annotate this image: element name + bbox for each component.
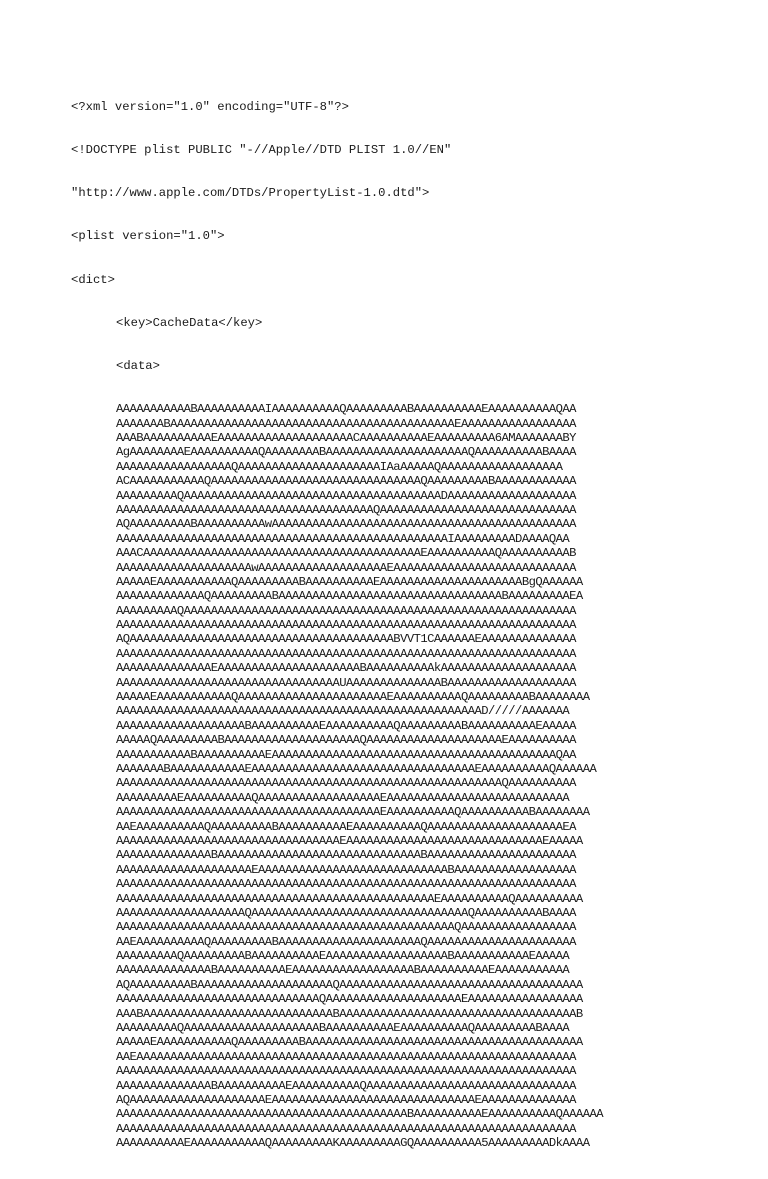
base64-data-line: AAAAAAAAAAAAAAAAAAAAAAAAAAAAAAAAAAAAAAAAAAAAAAAAAAAAAAAAAAAAAAAAAAAA xyxy=(116,1064,576,1079)
base64-data-line: AAAAAAAAAAAAAAAAAAAAAAAAAAAAAAAAAAAAAAAAAAAAAAAAAAAAAAAAAAAAAAAAAAAA xyxy=(116,1121,576,1136)
base64-data-line: AAAAAAAAAAAAAAAAAAAAAAAAAAAAAAAAAAAAAAAAAAAAAAAAAAAAAAD/////AAAAAAA xyxy=(116,704,570,719)
plist-source-text xyxy=(71,71,731,1179)
base64-data-line: AAAAAAAAAAAAAAAAAAAAAAAAAAAAAAQAAAAAAAAAAAAAAAAAAAAEAAAAAAAAAAAAAAAAA xyxy=(116,992,583,1007)
base64-data-line: AAEAAAAAAAAAAQAAAAAAAAABAAAAAAAAAAEAAAAAAAAAAQAAAAAAAAAAAAAAAAAAAAEA xyxy=(116,819,576,834)
base64-data-line: AAAAAAAAAAAAAAAAAAAAAAAAAAAAAAAAAAAAAAQAAAAAAAAAAAAAAAAAAAAAAAAAAAAA xyxy=(116,502,576,517)
base64-data-line: AAAAAAAAAAAAAABAAAAAAAAAAEAAAAAAAAAAQAAAAAAAAAAAAAAAAAAAAAAAAAAAAAAA xyxy=(116,1078,576,1093)
base64-data-line: AAEAAAAAAAAAAAAAAAAAAAAAAAAAAAAAAAAAAAAAAAAAAAAAAAAAAAAAAAAAAAAAAAAA xyxy=(116,1049,576,1064)
base64-data-line: AAAAAAAAAQAAAAAAAAAAAAAAAAAAAABAAAAAAAAAAEAAAAAAAAAAQAAAAAAAAABAAAA xyxy=(116,1021,570,1036)
base64-data-line: AAAAAEAAAAAAAAAAAQAAAAAAAAABAAAAAAAAAAEAAAAAAAAAAAAAAAAAAAAABgQAAAAAA xyxy=(116,574,583,589)
base64-data-line: AAAAAQAAAAAAAAABAAAAAAAAAAAAAAAAAAAAQAAAAAAAAAAAAAAAAAAAAEAAAAAAAAAA xyxy=(116,733,576,748)
base64-data-line: AAAAAAAAAAAAAAAAAAAAAAAAAAAAAAAAAAAAAAAAAAAAAAAAAAAAAAAAAAAAAAAAAAAA xyxy=(116,618,576,633)
dict-open-tag: <dict> xyxy=(71,272,115,287)
base64-data-line: AAAAAAAAAAABAAAAAAAAAAIAAAAAAAAAAQAAAAAAAAABAAAAAAAAAAEAAAAAAAAAAQAA xyxy=(116,402,576,417)
base64-data-line: AQAAAAAAAAAAAAAAAAAAAAAAAAAAAAAAAAAAAAAAABVVT1CAAAAAAEAAAAAAAAAAAAAA xyxy=(116,632,576,647)
base64-data-line: AAAAAAAAAAAAAAAAAAAAAAAAAAAAAAAAAAAAAAAAAAAAAAAAAAAAAAAAAQAAAAAAAAAA xyxy=(116,776,576,791)
base64-data-line: AAAAAAAAAQAAAAAAAAAAAAAAAAAAAAAAAAAAAAAAAAAAAAAADAAAAAAAAAAAAAAAAAAA xyxy=(116,488,576,503)
base64-data-line: AAEAAAAAAAAAAQAAAAAAAAABAAAAAAAAAAAAAAAAAAAAAQAAAAAAAAAAAAAAAAAAAAAA xyxy=(116,934,576,949)
base64-data-line: AAAAAAAAAAAAAAEAAAAAAAAAAAAAAAAAAAAABAAAAAAAAAAkAAAAAAAAAAAAAAAAAAAA xyxy=(116,661,576,676)
base64-data-line: AAAAAAAAAAAAAAAAAAAAAAAAAAAAAAAAAAAAAAAAAAAAAAAAAIAAAAAAAAADAAAAQAA xyxy=(116,531,570,546)
base64-data-line: AAAAAAAAAAAAAAAAAAAAAAAAAAAAAAAAAAAAAAAEAAAAAAAAAAQAAAAAAAAAABAAAAAAAA xyxy=(116,805,590,820)
base64-data-line: AQAAAAAAAAAAAAAAAAAAAAEAAAAAAAAAAAAAAAAAAAAAAAAAAAAAAEAAAAAAAAAAAAAA xyxy=(116,1092,576,1107)
base64-data-line: AAAAAAAAAAAAAAAAAAAQAAAAAAAAAAAAAAAAAAAAAAAAAAAAAAAAQAAAAAAAAAABAAAA xyxy=(116,905,576,920)
base64-data-line: AAAAAAABAAAAAAAAAAAEAAAAAAAAAAAAAAAAAAAAAAAAAAAAAAAAAEAAAAAAAAAAQAAAAAA xyxy=(116,762,597,776)
base64-data-line: AAAAAAAAAAAAAAAAAAAAEAAAAAAAAAAAAAAAAAAAAAAAAAAAABAAAAAAAAAAAAAAAAAA xyxy=(116,862,576,877)
base64-data-line: AAAAAAAAAAAAAAAAAQAAAAAAAAAAAAAAAAAAAAAIAaAAAAAQAAAAAAAAAAAAAAAAAA xyxy=(116,459,563,474)
base64-data-line: AQAAAAAAAAABAAAAAAAAAAAAAAAAAAAAQAAAAAAAAAAAAAAAAAAAAAAAAAAAAAAAAAAAA xyxy=(116,977,583,992)
base64-data-line: AAAAAEAAAAAAAAAAAQAAAAAAAAABAAAAAAAAAAAAAAAAAAAAAAAAAAAAAAAAAAAAAAAAA xyxy=(116,1035,583,1050)
base64-data-line: AAABAAAAAAAAAAEAAAAAAAAAAAAAAAAAAAACAAAAAAAAAAEAAAAAAAAA6AMAAAAAAABY xyxy=(116,431,576,446)
base64-data-line: AAAAAAAAAAAAAAAAAAAAAAAAAAAAAAAAAEAAAAAAAAAAAAAAAAAAAAAAAAAAAAAEAAAAA xyxy=(116,833,583,848)
base64-data-line: AAAAAAAAAQAAAAAAAAABAAAAAAAAAAEAAAAAAAAAAAAAAAAAABAAAAAAAAAAAEAAAAA xyxy=(116,949,570,964)
base64-data-line: AAAAAAAAAAAAAQAAAAAAAAABAAAAAAAAAAAAAAAAAAAAAAAAAAAAAAAAABAAAAAAAAAEA xyxy=(116,589,583,604)
base64-data-line: AAAAAAAAAEAAAAAAAAAAQAAAAAAAAAAAAAAAAAAEAAAAAAAAAAAAAAAAAAAAAAAAAAA xyxy=(116,790,570,805)
base64-data-line: AgAAAAAAAAEAAAAAAAAAAQAAAAAAAABAAAAAAAAAAAAAAAAAAAAAQAAAAAAAAAABAAAA xyxy=(116,445,576,460)
base64-data-line: AAAAAAAAAQAAAAAAAAAAAAAAAAAAAAAAAAAAAAAAAAAAAAAAAAAAAAAAAAAAAAAAAAAA xyxy=(116,603,576,618)
base64-data-line: AAAAAAAAAAAAAAAAAAAAAAAAAAAAAAAAAAAAAAAAAAAAAAAEAAAAAAAAAAQAAAAAAAAAA xyxy=(116,891,583,906)
base64-data-line: AAAAAAAAAAAAAAAAAAAAAAAAAAAAAAAAAAAAAAAAAAAAAAAAAAAAAAAAAAAAAAAAAAAA xyxy=(116,877,576,892)
base64-data-line: AAAAAAAAAAAAAAAAAAAAwAAAAAAAAAAAAAAAAAAAEAAAAAAAAAAAAAAAAAAAAAAAAAAA xyxy=(116,560,576,575)
base64-data-line: AAACAAAAAAAAAAAAAAAAAAAAAAAAAAAAAAAAAAAAAAAAAEAAAAAAAAAAQAAAAAAAAAAB xyxy=(116,546,576,561)
base64-data-block xyxy=(71,402,731,1150)
base64-data-line: AAAAAAAAAAABAAAAAAAAAAEAAAAAAAAAAAAAAAAAAAAAAAAAAAAAAAAAAAAAAAAAAQAA xyxy=(116,747,576,762)
base64-data-line: ACAAAAAAAAAAAQAAAAAAAAAAAAAAAAAAAAAAAAAAAAAAAQAAAAAAAAABAAAAAAAAAAAA xyxy=(116,474,576,489)
base64-data-line: AAAAAAAAAAEAAAAAAAAAAAQAAAAAAAAAKAAAAAAAAAGQAAAAAAAAAA5AAAAAAAAADkAAAA xyxy=(116,1136,590,1151)
doctype-line-1: <!DOCTYPE plist PUBLIC "-//Apple//DTD PLIST 1.0//EN" xyxy=(71,143,452,158)
xml-declaration: <?xml version="1.0" encoding="UTF-8"?> xyxy=(71,99,349,114)
base64-data-line: AAAAAAAAAAAAAAAAAAAAAAAAAAAAAAAAAAAAAAAAAAAAAAAAAAAAAAAAAAAAAAAAAAAA xyxy=(116,646,576,661)
base64-data-line: AAAAAAABAAAAAAAAAAAAAAAAAAAAAAAAAAAAAAAAAAAAAAAAAAEAAAAAAAAAAAAAAAAA xyxy=(116,416,576,431)
base64-data-line: AAAAAAAAAAAAAABAAAAAAAAAAAAAAAAAAAAAAAAAAAAAABAAAAAAAAAAAAAAAAAAAAAA xyxy=(116,848,576,863)
base64-data-line: AAABAAAAAAAAAAAAAAAAAAAAAAAAAAAABAAAAAAAAAAAAAAAAAAAAAAAAAAAAAAAAAAAB xyxy=(116,1006,583,1021)
cache-data-key: <key>CacheData</key> xyxy=(116,315,263,330)
base64-data-line: AAAAAAAAAAAAAAAAAAAAAAAAAAAAAAAAAAAAAAAAAAAAAAAAAAQAAAAAAAAAAAAAAAAA xyxy=(116,920,576,935)
base64-data-line: AAAAAEAAAAAAAAAAAQAAAAAAAAAAAAAAAAAAAAAAEAAAAAAAAAAQAAAAAAAAABAAAAAAAA xyxy=(116,690,590,705)
base64-data-line: AAAAAAAAAAAAAAAAAAAAAAAAAAAAAAAAAUAAAAAAAAAAAAAABAAAAAAAAAAAAAAAAAAA xyxy=(116,675,576,690)
base64-data-line: AAAAAAAAAAAAAAAAAAABAAAAAAAAAAEAAAAAAAAAAQAAAAAAAAABAAAAAAAAAAEAAAAA xyxy=(116,718,576,733)
plist-open-tag: <plist version="1.0"> xyxy=(71,229,225,244)
doctype-line-2: "http://www.apple.com/DTDs/PropertyList-1.0.dtd"> xyxy=(71,186,430,201)
base64-data-line: AQAAAAAAAAABAAAAAAAAAAwAAAAAAAAAAAAAAAAAAAAAAAAAAAAAAAAAAAAAAAAAAAAA xyxy=(116,517,576,532)
base64-data-line: AAAAAAAAAAAAAABAAAAAAAAAAEAAAAAAAAAAAAAAAAAABAAAAAAAAAAEAAAAAAAAAAA xyxy=(116,963,570,978)
data-open-tag: <data> xyxy=(116,359,160,374)
base64-data-line: AAAAAAAAAAAAAAAAAAAAAAAAAAAAAAAAAAAAAAAAAAABAAAAAAAAAAEAAAAAAAAAAQAAAAAA xyxy=(116,1107,603,1122)
